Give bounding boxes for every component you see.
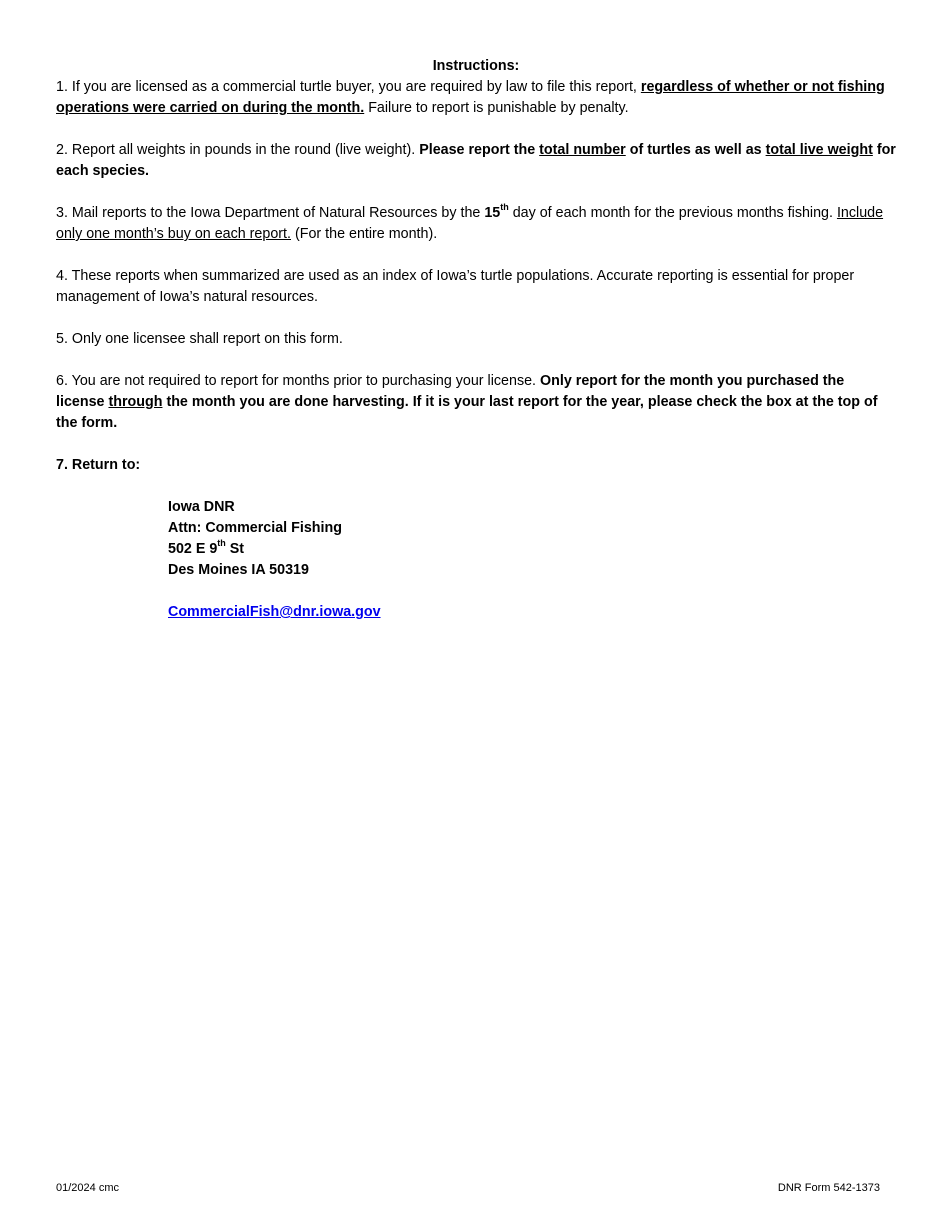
address-line-4: Des Moines IA 50319	[168, 562, 309, 578]
item3-tail: (For the entire month).	[291, 226, 438, 242]
instruction-item-3	[56, 203, 896, 245]
address-line-2: Attn: Commercial Fishing	[168, 520, 342, 536]
item1-tail: Failure to report is punishable by penalty.	[364, 100, 629, 116]
item2-bold-2: of turtles as well as	[625, 142, 766, 158]
item2-underline-1: total number	[539, 142, 626, 158]
item6-underline: through	[108, 394, 163, 410]
address-line-3	[168, 539, 896, 560]
address-line-1: Iowa DNR	[168, 499, 235, 515]
address-street-suffix: th	[217, 538, 226, 549]
item2-bold-1: Please report the	[419, 142, 540, 158]
item1-emphasis: regardless of whether or not fishing operations were carried on during the month.	[56, 79, 885, 116]
footer-form-number: DNR Form 542-1373	[777, 1182, 880, 1194]
instructions-page	[56, 56, 896, 623]
instruction-item-6	[56, 371, 896, 434]
footer-revision: 01/2024 cmc	[56, 1182, 119, 1194]
item3-mid: day of each month for the previous months fishing.	[508, 205, 837, 221]
email-block	[168, 602, 896, 623]
item3-day-suffix: th	[500, 202, 509, 213]
instruction-item-5: 5. Only one licensee shall report on this form.	[56, 331, 343, 347]
instruction-item-2	[56, 140, 896, 182]
instruction-item-1	[56, 77, 896, 119]
instructions-title: Instructions:	[432, 58, 520, 74]
item3-underline: Include only one month’s buy on each report.	[56, 205, 884, 242]
item3-lead: 3. Mail reports to the Iowa Department of Natural Resources by the	[56, 205, 485, 221]
item1-lead: 1. If you are licensed as a commercial turtle buyer, you are required by law to file this report,	[56, 79, 641, 95]
item2-bold-3: for each species.	[56, 142, 896, 179]
instruction-item-4: 4. These reports when summarized are used as an index of Iowa’s turtle populations. Accurate reporting is essential for proper management of Iowa’s natural resources.	[56, 268, 855, 305]
address-street-number: 502 E 9	[168, 541, 218, 557]
return-address	[168, 497, 896, 581]
item2-underline-2: total live weight	[765, 142, 873, 158]
email-link[interactable]: CommercialFish@dnr.iowa.gov	[168, 604, 381, 620]
item6-lead: 6. You are not required to report for months prior to purchasing your license.	[56, 373, 540, 389]
item3-day: 15	[484, 205, 501, 221]
instruction-item-7: 7. Return to:	[56, 457, 141, 473]
item6-bold-1: Only report for the month you purchased the license	[56, 373, 845, 410]
item6-bold-2: the month you are done harvesting. If it is your last report for the year, please check the box at the top of the form.	[56, 394, 878, 431]
address-street-name: St	[225, 541, 245, 557]
item2-lead: 2. Report all weights in pounds in the round (live weight).	[56, 142, 420, 158]
